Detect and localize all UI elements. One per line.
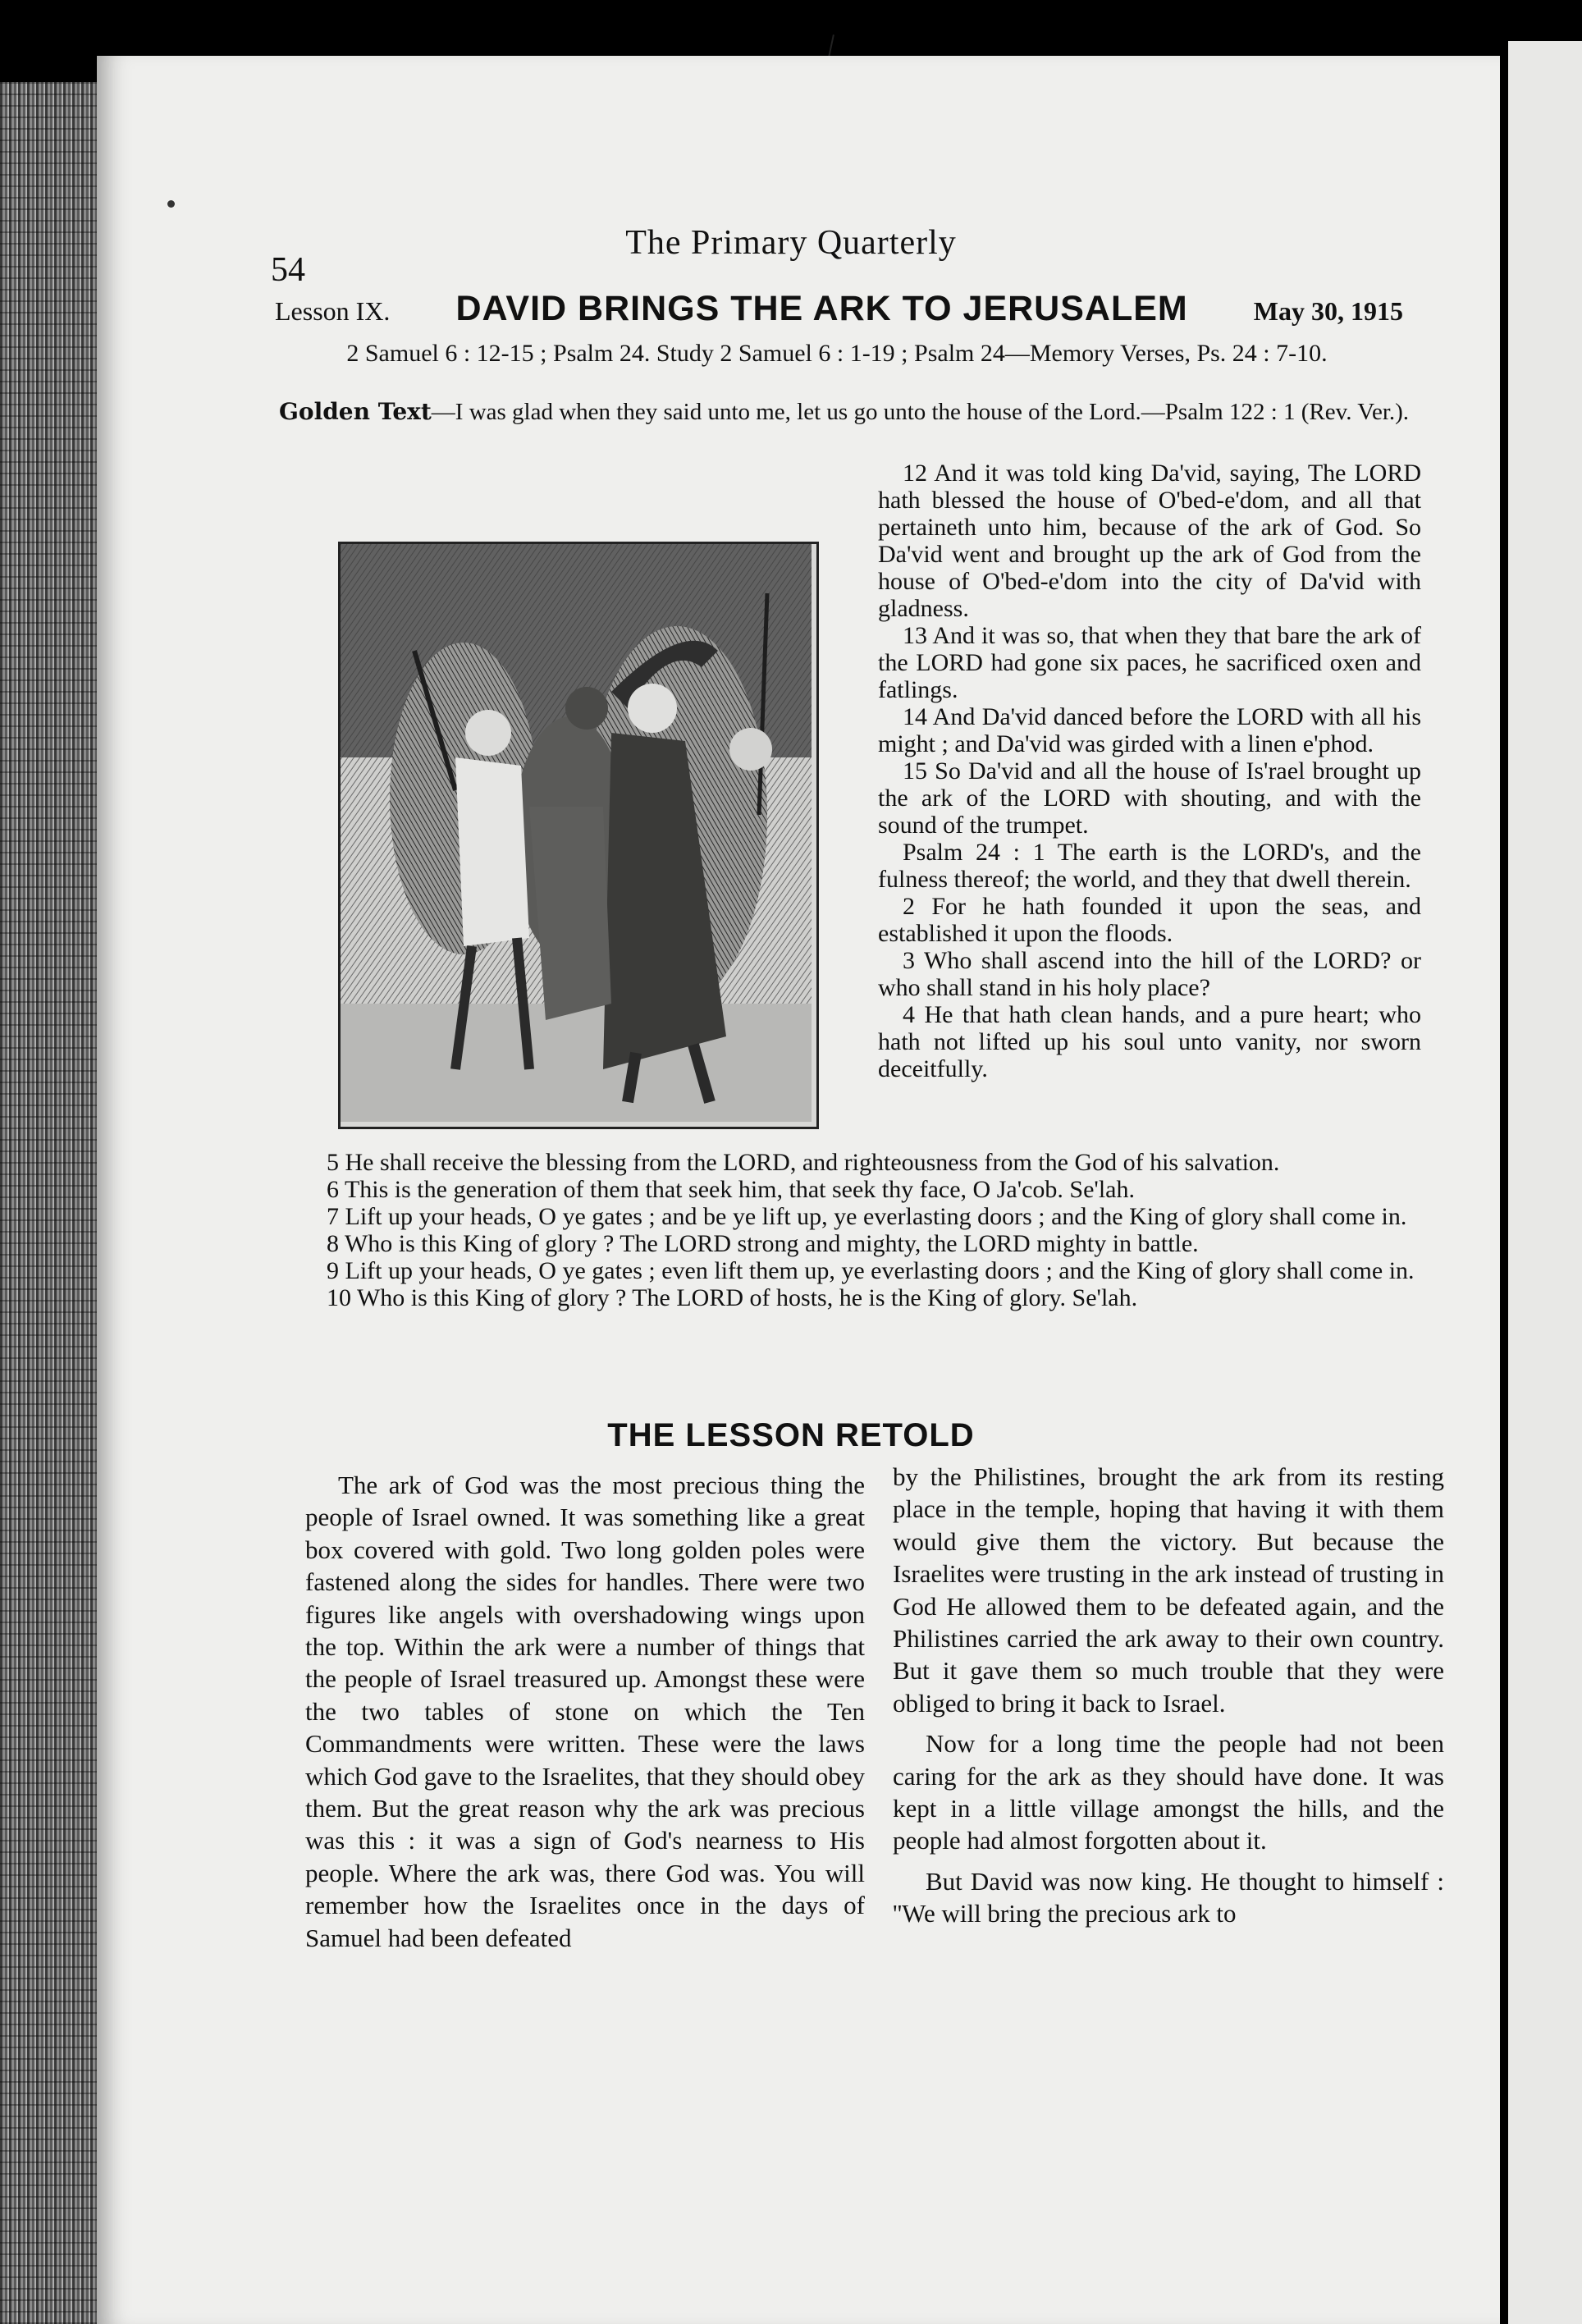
psalm-24-verse-5: 5 He shall receive the blessing from the LORD, and righteousness from the God of his salvation.: [327, 1149, 1280, 1176]
retold-paragraph: The ark of God was the most precious thing the people of Israel owned. It was something like a great box covered with gold. Two long golden poles were fastened along the sides for handles. There were two figures like angels with overshadowing wings upon the top. Within the ark were a number of things that the people of Israel treasured up. Amongst these were the two tables of stone on which the Ten Commandments were written. These were the laws which God gave to the Israelites, that they should obey them. But the great reason why the ark was precious was this : it was a sign of God's nearness to His people. Where the ark was, there God was. You will remember how the Israelites once in the days of Samuel had been defeated: [305, 1471, 865, 1952]
psalm-24-verse-2: 2 For he hath founded it upon the seas, and established it upon the floods.: [878, 893, 1421, 947]
verses-right-column: [878, 460, 1421, 1082]
running-head: The Primary Quarterly: [625, 224, 957, 262]
retold-paragraph: But David was now king. He thought to himself : ''We will bring the precious ark to: [893, 1866, 1444, 1928]
psalm-24-verse-7: 7 Lift up your heads, O ye gates ; and be ye lift up, ye everlasting doors ; and the King of glory shall come in.: [327, 1203, 1407, 1230]
psalm-24-verse-9: 9 Lift up your heads, O ye gates ; even lift them up, ye everlasting doors ; and the King of glory shall come in.: [327, 1257, 1415, 1284]
lesson-date: May 30, 1915: [1253, 296, 1403, 326]
verse-15: 15 So Da'vid and all the house of Is'rael brought up the ark of the LORD with shouting, and with the sound of the trumpet.: [878, 757, 1421, 839]
verse-14: 14 And Da'vid danced before the LORD with all his might ; and Da'vid was girded with a linen e'phod.: [878, 703, 1421, 757]
book-page-edges: [0, 82, 98, 2324]
psalm-24-verse-8: 8 Who is this King of glory ? The LORD strong and mighty, the LORD mighty in battle.: [327, 1230, 1199, 1257]
verses-full-width: [302, 1149, 1423, 1311]
lesson-header: [275, 289, 1403, 329]
next-page-edge: [1508, 41, 1582, 2324]
golden-text-body: —I was glad when they said unto me, let us go unto the house of the Lord.—Psalm 122 : 1 (Rev. Ver.).: [431, 399, 1410, 425]
psalm-24-verse-1: Psalm 24 : 1 The earth is the LORD's, and the fulness thereof; the world, and they that dwell therein.: [878, 839, 1421, 893]
psalm-24-verse-10: 10 Who is this King of glory ? The LORD of hosts, he is the King of glory. Se'lah.: [327, 1284, 1138, 1311]
lesson-retold-heading: THE LESSON RETOLD: [607, 1417, 975, 1453]
engraving-image: [341, 544, 812, 1122]
retold-paragraph: by the Philistines, brought the ark from its resting place in the temple, hoping that having it with them would give them the victory. But because the Israelites were trusting in the ark instead of trusting in God He allowed them to be defeated again, and the Philistines carried the ark away to their own country. But it gave them so much trouble that they were obliged to bring it back to Israel.: [893, 1462, 1444, 1718]
verse-12: 12 And it was told king Da'vid, saying, The LORD hath blessed the house of O'bed-e'dom, and all that pertaineth unto him, because of the ark of God. So Da'vid went and brought up the ark of God from the house of O'bed-e'dom into the city of Da'vid with gladness.: [878, 460, 1421, 622]
verse-13: 13 And it was so, that when they that bare the ark of the LORD had gone six paces, he sacrificed oxen and fatlings.: [878, 622, 1421, 703]
scan-mark: [828, 34, 834, 57]
golden-text-label: Golden Text: [279, 398, 432, 425]
retold-left-column: [305, 1469, 865, 1954]
lesson-number: Lesson IX.: [275, 296, 391, 326]
scripture-references: 2 Samuel 6 : 12-15 ; Psalm 24. Study 2 Samuel 6 : 1-19 ; Psalm 24—Memory Verses, Ps. 24 : 7-10.: [346, 340, 1328, 367]
golden-text: [279, 397, 1411, 427]
retold-paragraph: Now for a long time the people had not been caring for the ark as they should have done. It was kept in a little village amongst the hills, and the people had almost forgotten about it.: [893, 1729, 1444, 1855]
psalm-24-verse-4: 4 He that hath clean hands, and a pure heart; who hath not lifted up his soul unto vanity, nor sworn deceitfully.: [878, 1001, 1421, 1082]
scan-speck: [167, 200, 175, 208]
illustration-engraving: [338, 542, 819, 1129]
retold-right-column: [893, 1461, 1444, 1930]
psalm-24-verse-6: 6 This is the generation of them that seek him, that seek thy face, O Ja'cob. Se'lah.: [327, 1176, 1135, 1203]
lesson-title: DAVID BRINGS THE ARK TO JERUSALEM: [455, 289, 1188, 328]
page-number: 54: [271, 251, 305, 289]
psalm-24-verse-3: 3 Who shall ascend into the hill of the LORD? or who shall stand in his holy place?: [878, 947, 1421, 1001]
